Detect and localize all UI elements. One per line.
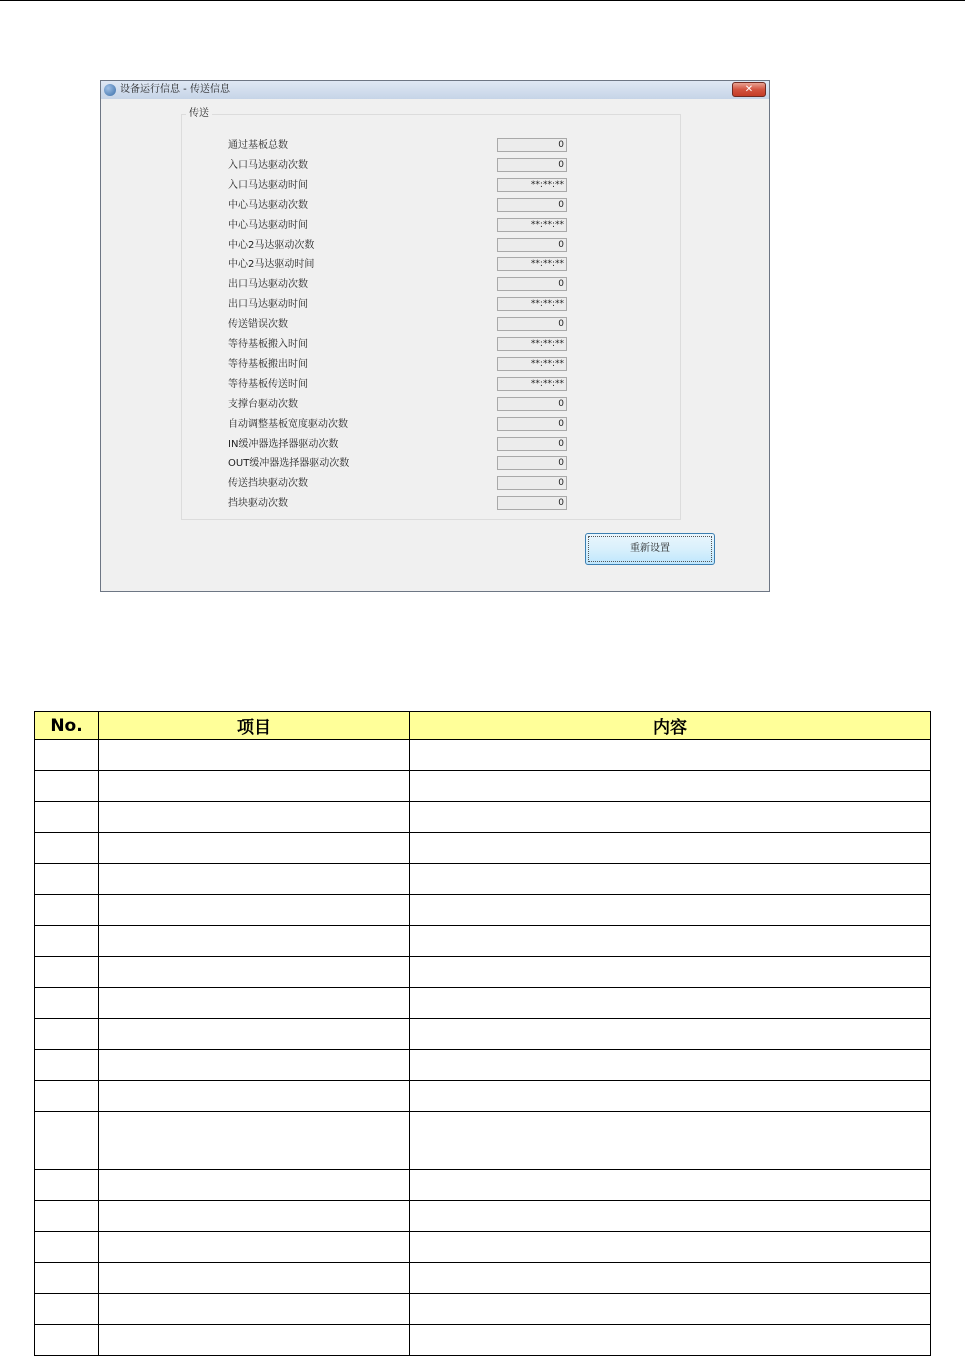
- cell-item: [99, 1325, 410, 1356]
- info-row-label: 等待基板搬出时间: [228, 358, 308, 370]
- info-row: [182, 157, 682, 175]
- cell-content: [410, 957, 931, 988]
- table-row: [35, 957, 931, 988]
- cell-no: [35, 864, 99, 895]
- cell-item: [99, 802, 410, 833]
- table-row: [35, 988, 931, 1019]
- info-row-label: 通过基板总数: [228, 140, 288, 151]
- transfer-info-dialog: [100, 80, 770, 592]
- cell-item: [99, 1201, 410, 1232]
- info-row-value: 0: [497, 277, 567, 291]
- info-row-label: 等待基板搬入时间: [228, 339, 308, 350]
- cell-no: [35, 1325, 99, 1356]
- info-row-label: 传送错误次数: [228, 319, 288, 331]
- cell-content: [410, 802, 931, 833]
- dialog-title: 设备运行信息 - 传送信息: [120, 84, 230, 95]
- cell-item: [99, 740, 410, 771]
- cell-content: [410, 1081, 931, 1112]
- info-row-value: **:**:**: [497, 377, 567, 391]
- cell-content: [410, 1112, 931, 1170]
- page-top-rule: [0, 0, 965, 1]
- cell-content: [410, 988, 931, 1019]
- cell-content: [410, 864, 931, 895]
- table-row: [35, 833, 931, 864]
- info-row-label: 挡块驱动次数: [228, 498, 288, 510]
- info-row-label: 出口马达驱动时间: [228, 299, 308, 311]
- info-row: [182, 296, 682, 314]
- cell-content: [410, 1294, 931, 1325]
- cell-item: [99, 864, 410, 895]
- info-row: [182, 475, 682, 493]
- info-row: [182, 316, 682, 334]
- info-row-value: 0: [497, 317, 567, 331]
- item-content-table: [34, 711, 931, 1356]
- table-row: [35, 1294, 931, 1325]
- info-row-label: 中心马达驱动次数: [228, 199, 308, 211]
- info-row-value: **:**:**: [497, 178, 567, 192]
- table-row: [35, 1050, 931, 1081]
- info-row-value: 0: [497, 138, 567, 152]
- cell-item: [99, 926, 410, 957]
- info-row-label: 中心2马达驱动时间: [228, 259, 315, 271]
- table-row: [35, 1263, 931, 1294]
- table-row: [35, 771, 931, 802]
- cell-item: [99, 1232, 410, 1263]
- table-row: [35, 926, 931, 957]
- cell-no: [35, 957, 99, 988]
- reset-button[interactable]: 重新设置: [585, 533, 715, 565]
- header-content: 内容: [410, 712, 931, 740]
- info-row-value: 0: [497, 198, 567, 212]
- info-row-value: 0: [497, 437, 567, 451]
- cell-item: [99, 1170, 410, 1201]
- info-row-label: IN缓冲器选择器驱动次数: [228, 438, 339, 450]
- info-row-value: 0: [497, 417, 567, 431]
- cell-content: [410, 926, 931, 957]
- cell-no: [35, 988, 99, 1019]
- info-row: [182, 177, 682, 195]
- cell-item: [99, 833, 410, 864]
- info-row-value: **:**:**: [497, 297, 567, 311]
- info-row-value: 0: [497, 238, 567, 252]
- table-row: [35, 1081, 931, 1112]
- cell-item: [99, 1263, 410, 1294]
- info-row-label: OUT缓冲器选择器驱动次数: [228, 458, 350, 470]
- cell-item: [99, 895, 410, 926]
- cell-no: [35, 1263, 99, 1294]
- info-row-value: **:**:**: [497, 218, 567, 232]
- cell-no: [35, 895, 99, 926]
- info-row-value: 0: [497, 397, 567, 411]
- info-row: [182, 256, 682, 274]
- table-row: [35, 864, 931, 895]
- transfer-groupbox: [181, 108, 681, 520]
- cell-item: [99, 1294, 410, 1325]
- table-header-row: [35, 712, 931, 740]
- info-row-label: 入口马达驱动次数: [228, 159, 308, 171]
- dialog-titlebar: [101, 81, 769, 99]
- groupbox-title: 传送: [186, 107, 212, 121]
- cell-no: [35, 771, 99, 802]
- table-row: [35, 802, 931, 833]
- header-item: 项目: [99, 712, 410, 740]
- cell-content: [410, 740, 931, 771]
- app-icon: [104, 84, 116, 96]
- info-row: [182, 376, 682, 394]
- table-row: [35, 1232, 931, 1263]
- cell-content: [410, 1170, 931, 1201]
- table-row: [35, 1112, 931, 1170]
- info-row-value: **:**:**: [497, 337, 567, 351]
- cell-item: [99, 1019, 410, 1050]
- cell-no: [35, 1201, 99, 1232]
- info-row-label: 出口马达驱动次数: [228, 279, 308, 291]
- info-row-value: 0: [497, 158, 567, 172]
- cell-item: [99, 1050, 410, 1081]
- info-row: [182, 336, 682, 354]
- table-row: [35, 1170, 931, 1201]
- cell-no: [35, 1050, 99, 1081]
- info-row: [182, 495, 682, 513]
- info-row-value: **:**:**: [497, 257, 567, 271]
- cell-no: [35, 1081, 99, 1112]
- cell-content: [410, 1201, 931, 1232]
- cell-no: [35, 1232, 99, 1263]
- cell-content: [410, 1263, 931, 1294]
- close-button[interactable]: ✕: [732, 82, 766, 97]
- info-row-label: 入口马达驱动时间: [228, 179, 308, 191]
- table-row: [35, 1019, 931, 1050]
- info-row: [182, 276, 682, 294]
- info-row: [182, 455, 682, 473]
- info-row-label: 支撑台驱动次数: [228, 398, 298, 410]
- info-row: [182, 237, 682, 255]
- cell-item: [99, 1112, 410, 1170]
- cell-no: [35, 740, 99, 771]
- cell-no: [35, 1170, 99, 1201]
- info-row: [182, 396, 682, 414]
- info-row-label: 传送挡块驱动次数: [228, 478, 308, 490]
- info-row: [182, 436, 682, 454]
- cell-content: [410, 833, 931, 864]
- cell-item: [99, 957, 410, 988]
- cell-item: [99, 988, 410, 1019]
- table-row: [35, 1325, 931, 1356]
- info-row-label: 中心马达驱动时间: [228, 219, 308, 231]
- cell-no: [35, 1294, 99, 1325]
- cell-content: [410, 1232, 931, 1263]
- cell-content: [410, 771, 931, 802]
- cell-content: [410, 1050, 931, 1081]
- info-row: [182, 217, 682, 235]
- info-row-label: 等待基板传送时间: [228, 378, 308, 390]
- header-no: No.: [35, 712, 99, 740]
- info-row-value: 0: [497, 496, 567, 510]
- cell-no: [35, 802, 99, 833]
- info-row-value: **:**:**: [497, 357, 567, 371]
- cell-item: [99, 1081, 410, 1112]
- info-row-value: 0: [497, 456, 567, 470]
- cell-no: [35, 833, 99, 864]
- cell-content: [410, 895, 931, 926]
- info-row-value: 0: [497, 476, 567, 490]
- info-row: [182, 416, 682, 434]
- table-row: [35, 1201, 931, 1232]
- info-row: [182, 137, 682, 155]
- info-row-label: 自动调整基板宽度驱动次数: [228, 418, 348, 430]
- cell-no: [35, 1019, 99, 1050]
- cell-item: [99, 771, 410, 802]
- cell-content: [410, 1019, 931, 1050]
- cell-no: [35, 1112, 99, 1170]
- info-row: [182, 356, 682, 374]
- table-row: [35, 740, 931, 771]
- table-row: [35, 895, 931, 926]
- info-row-label: 中心2马达驱动次数: [228, 239, 315, 251]
- cell-no: [35, 926, 99, 957]
- cell-content: [410, 1325, 931, 1356]
- info-row: [182, 197, 682, 215]
